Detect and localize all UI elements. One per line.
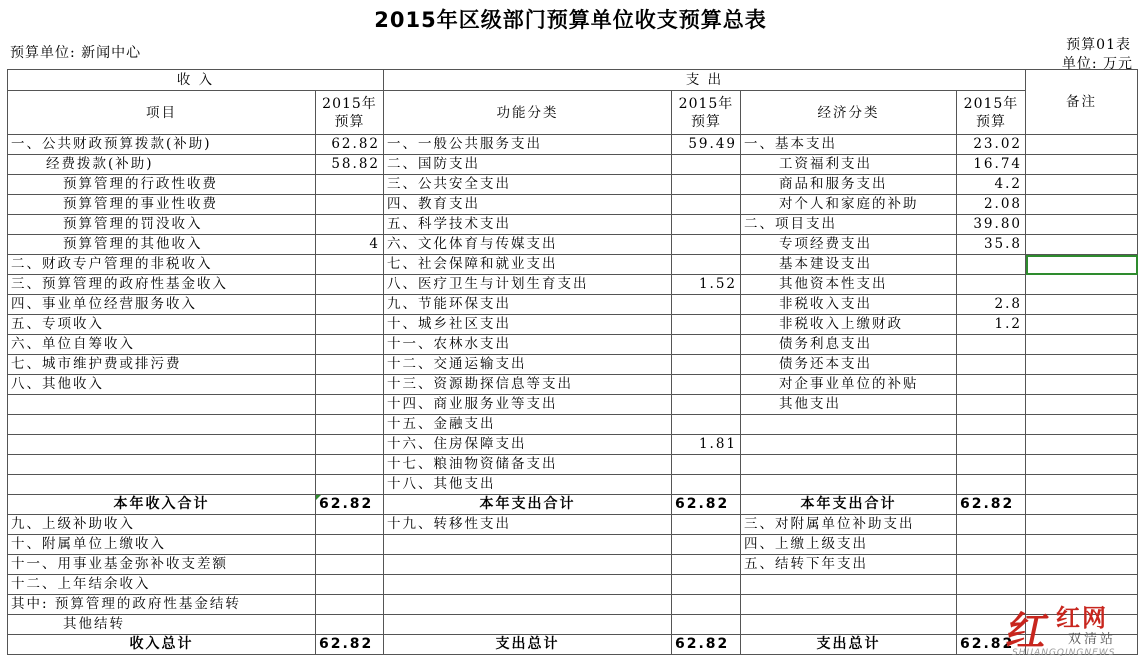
table-row <box>8 455 1138 475</box>
func-item-cell[interactable] <box>384 615 672 635</box>
func-value-cell[interactable] <box>672 415 741 435</box>
func-value-cell[interactable] <box>672 335 741 355</box>
remark-cell[interactable] <box>1026 355 1138 375</box>
func-subtotal-value[interactable]: 62.82 <box>672 495 741 515</box>
table-row <box>8 395 1138 415</box>
income-value-cell[interactable] <box>316 315 384 335</box>
func-value-cell[interactable]: 1.81 <box>672 435 741 455</box>
table-row <box>8 295 1138 315</box>
remark-cell[interactable] <box>1026 215 1138 235</box>
remark-cell[interactable] <box>1026 435 1138 455</box>
econ-value-cell[interactable]: 39.80 <box>957 215 1026 235</box>
func-item-cell[interactable]: 十二、交通运输支出 <box>384 355 672 375</box>
econ-item-cell[interactable] <box>741 615 957 635</box>
income-total-value[interactable]: 62.82 <box>316 635 384 655</box>
func-value-cell[interactable] <box>672 575 741 595</box>
econ-item-cell[interactable]: 对个人和家庭的补助 <box>741 195 957 215</box>
income-value-cell[interactable] <box>316 295 384 315</box>
func-value-cell[interactable] <box>672 375 741 395</box>
income-value-cell[interactable] <box>316 475 384 495</box>
income-item-cell[interactable]: 七、城市维护费或排污费 <box>8 355 316 375</box>
func-value-cell[interactable] <box>672 475 741 495</box>
func-item-cell[interactable]: 十八、其他支出 <box>384 475 672 495</box>
func-class-header[interactable]: 功能分类 <box>384 91 672 135</box>
econ-item-cell[interactable]: 非税收入支出 <box>741 295 957 315</box>
econ-item-cell[interactable]: 其他支出 <box>741 395 957 415</box>
remark-cell[interactable] <box>1026 495 1138 515</box>
econ-value-cell[interactable] <box>957 455 1026 475</box>
table-row <box>8 255 1138 275</box>
func-value-cell[interactable]: 1.52 <box>672 275 741 295</box>
func-item-cell[interactable]: 七、社会保障和就业支出 <box>384 255 672 275</box>
func-item-cell[interactable] <box>384 555 672 575</box>
remark-cell[interactable] <box>1026 415 1138 435</box>
econ-subtotal-value[interactable]: 62.82 <box>957 495 1026 515</box>
remark-cell[interactable] <box>1026 275 1138 295</box>
econ-item-cell[interactable]: 基本建设支出 <box>741 255 957 275</box>
func-budget-header[interactable]: 2015年 预算 <box>672 91 741 135</box>
econ-value-cell[interactable] <box>957 515 1026 535</box>
remark-cell[interactable] <box>1026 375 1138 395</box>
econ-item-cell[interactable]: 其他资本性支出 <box>741 275 957 295</box>
income-item-cell[interactable]: 二、财政专户管理的非税收入 <box>8 255 316 275</box>
income-value-cell[interactable] <box>316 395 384 415</box>
func-item-cell[interactable] <box>384 535 672 555</box>
econ-item-cell[interactable] <box>741 475 957 495</box>
watermark-latin: SHUANGQINGNEWS <box>1012 648 1116 658</box>
table-row <box>8 535 1138 555</box>
func-value-cell[interactable] <box>672 235 741 255</box>
income-value-cell[interactable] <box>316 195 384 215</box>
income-value-cell[interactable] <box>316 255 384 275</box>
econ-item-cell[interactable]: 一、基本支出 <box>741 135 957 155</box>
econ-item-cell[interactable] <box>741 575 957 595</box>
remark-cell[interactable] <box>1026 535 1138 555</box>
remark-cell[interactable] <box>1026 195 1138 215</box>
table-row <box>8 235 1138 255</box>
econ-item-cell[interactable]: 对企事业单位的补贴 <box>741 375 957 395</box>
income-item-cell[interactable]: 经费拨款(补助) <box>8 155 316 175</box>
table-row <box>8 615 1138 635</box>
func-item-cell[interactable]: 二、国防支出 <box>384 155 672 175</box>
func-value-cell[interactable] <box>672 215 741 235</box>
income-subtotal-label[interactable]: 本年收入合计 <box>8 495 316 515</box>
econ-item-cell[interactable]: 三、对附属单位补助支出 <box>741 515 957 535</box>
econ-value-cell[interactable] <box>957 475 1026 495</box>
table-row <box>8 215 1138 235</box>
func-item-cell[interactable]: 十四、商业服务业等支出 <box>384 395 672 415</box>
econ-item-cell[interactable] <box>741 455 957 475</box>
income-item-cell[interactable] <box>8 435 316 455</box>
func-item-cell[interactable]: 十五、金融支出 <box>384 415 672 435</box>
income-item-cell[interactable]: 预算管理的其他收入 <box>8 235 316 255</box>
func-value-cell[interactable] <box>672 395 741 415</box>
econ-value-cell[interactable] <box>957 535 1026 555</box>
func-item-cell[interactable]: 三、公共安全支出 <box>384 175 672 195</box>
item-header[interactable]: 项目 <box>8 91 316 135</box>
income-item-cell[interactable]: 预算管理的行政性收费 <box>8 175 316 195</box>
income-value-cell[interactable] <box>316 355 384 375</box>
econ-value-cell[interactable] <box>957 555 1026 575</box>
income-value-cell[interactable] <box>316 615 384 635</box>
watermark-text: 红网 <box>1056 604 1108 632</box>
remark-cell[interactable] <box>1026 335 1138 355</box>
income-value-cell[interactable] <box>316 415 384 435</box>
func-value-cell[interactable] <box>672 455 741 475</box>
income-value-cell[interactable]: 58.82 <box>316 155 384 175</box>
table-row <box>8 275 1138 295</box>
econ-item-cell[interactable]: 商品和服务支出 <box>741 175 957 195</box>
econ-item-cell[interactable] <box>741 595 957 615</box>
econ-value-cell[interactable] <box>957 435 1026 455</box>
table-row <box>8 335 1138 355</box>
econ-value-cell[interactable]: 2.8 <box>957 295 1026 315</box>
econ-value-cell[interactable] <box>957 375 1026 395</box>
remark-cell[interactable] <box>1026 315 1138 335</box>
func-value-cell[interactable] <box>672 175 741 195</box>
econ-item-cell[interactable]: 债务利息支出 <box>741 335 957 355</box>
selected-cell[interactable] <box>1026 255 1138 275</box>
func-value-cell[interactable] <box>672 155 741 175</box>
func-item-cell[interactable]: 六、文化体育与传媒支出 <box>384 235 672 255</box>
econ-value-cell[interactable] <box>957 415 1026 435</box>
subtotal-row <box>8 495 1138 515</box>
econ-value-cell[interactable] <box>957 395 1026 415</box>
econ-item-cell[interactable]: 工资福利支出 <box>741 155 957 175</box>
income-value-cell[interactable] <box>316 215 384 235</box>
func-item-cell[interactable] <box>384 575 672 595</box>
func-value-cell[interactable] <box>672 535 741 555</box>
func-total-value[interactable]: 62.82 <box>672 635 741 655</box>
income-value-cell[interactable] <box>316 175 384 195</box>
income-value-cell[interactable] <box>316 575 384 595</box>
income-value-cell[interactable] <box>316 375 384 395</box>
income-total-label[interactable]: 收入总计 <box>8 635 316 655</box>
econ-total-value[interactable]: 62.82 <box>957 635 1026 655</box>
table-row <box>8 435 1138 455</box>
remark-cell[interactable] <box>1026 295 1138 315</box>
func-value-cell[interactable] <box>672 515 741 535</box>
func-value-cell[interactable]: 59.49 <box>672 135 741 155</box>
form-number: 预算01表 <box>1066 37 1131 53</box>
income-value-cell[interactable] <box>316 555 384 575</box>
econ-item-cell[interactable]: 专项经费支出 <box>741 235 957 255</box>
remark-header[interactable]: 备注 <box>1026 70 1138 135</box>
econ-item-cell[interactable]: 非税收入上缴财政 <box>741 315 957 335</box>
func-item-cell[interactable]: 四、教育支出 <box>384 195 672 215</box>
income-value-cell[interactable] <box>316 275 384 295</box>
remark-cell[interactable] <box>1026 455 1138 475</box>
remark-cell[interactable] <box>1026 515 1138 535</box>
econ-item-cell[interactable] <box>741 415 957 435</box>
table-row <box>8 175 1138 195</box>
watermark-logo <box>1002 598 1138 664</box>
table-row <box>8 155 1138 175</box>
income-item-cell[interactable]: 其中: 预算管理的政府性基金结转 <box>8 595 316 615</box>
income-budget-header[interactable]: 2015年 预算 <box>316 91 384 135</box>
income-value-cell[interactable] <box>316 455 384 475</box>
income-item-cell[interactable]: 其他结转 <box>8 615 316 635</box>
table-row <box>8 315 1138 335</box>
func-subtotal-label[interactable]: 本年支出合计 <box>384 495 672 515</box>
income-item-cell[interactable]: 四、事业单位经营服务收入 <box>8 295 316 315</box>
income-item-cell[interactable]: 十一、用事业基金弥补收支差额 <box>8 555 316 575</box>
remark-cell[interactable] <box>1026 135 1138 155</box>
money-unit-label: 单位: 万元 <box>1061 56 1133 72</box>
income-value-cell[interactable] <box>316 535 384 555</box>
func-item-cell[interactable]: 十六、住房保障支出 <box>384 435 672 455</box>
remark-cell[interactable] <box>1026 395 1138 415</box>
func-item-cell[interactable] <box>384 595 672 615</box>
econ-value-cell[interactable]: 1.2 <box>957 315 1026 335</box>
income-value-cell[interactable] <box>316 335 384 355</box>
func-item-cell[interactable]: 十一、农林水支出 <box>384 335 672 355</box>
func-item-cell[interactable]: 一、一般公共服务支出 <box>384 135 672 155</box>
remark-cell[interactable] <box>1026 555 1138 575</box>
econ-value-cell[interactable] <box>957 255 1026 275</box>
income-value-cell[interactable]: 62.82 <box>316 135 384 155</box>
report-title: 2015年区级部门预算单位收支预算总表 <box>374 8 767 32</box>
econ-total-label[interactable]: 支出总计 <box>741 635 957 655</box>
table-row <box>8 355 1138 375</box>
func-value-cell[interactable] <box>672 615 741 635</box>
econ-value-cell[interactable] <box>957 335 1026 355</box>
remark-cell[interactable] <box>1026 235 1138 255</box>
income-item-cell[interactable] <box>8 475 316 495</box>
income-item-cell[interactable] <box>8 415 316 435</box>
func-value-cell[interactable] <box>672 295 741 315</box>
econ-value-cell[interactable]: 23.02 <box>957 135 1026 155</box>
table-row <box>8 575 1138 595</box>
income-item-cell[interactable]: 预算管理的事业性收费 <box>8 195 316 215</box>
budget-unit-label: 预算单位: 新闻中心 <box>10 45 142 61</box>
func-value-cell[interactable] <box>672 255 741 275</box>
table-row <box>8 595 1138 615</box>
income-item-cell[interactable]: 五、专项收入 <box>8 315 316 335</box>
watermark-subtext: 双清站 <box>1068 632 1117 647</box>
func-total-label[interactable]: 支出总计 <box>384 635 672 655</box>
income-item-cell[interactable] <box>8 395 316 415</box>
table-row <box>8 195 1138 215</box>
func-value-cell[interactable] <box>672 355 741 375</box>
income-item-cell[interactable] <box>8 455 316 475</box>
income-item-cell[interactable]: 六、单位自筹收入 <box>8 335 316 355</box>
econ-value-cell[interactable] <box>957 355 1026 375</box>
econ-value-cell[interactable] <box>957 575 1026 595</box>
income-item-cell[interactable]: 预算管理的罚没收入 <box>8 215 316 235</box>
econ-item-cell[interactable] <box>741 435 957 455</box>
income-value-cell[interactable] <box>316 435 384 455</box>
table-row <box>8 375 1138 395</box>
func-item-cell[interactable]: 八、医疗卫生与计划生育支出 <box>384 275 672 295</box>
func-value-cell[interactable] <box>672 315 741 335</box>
func-item-cell[interactable]: 五、科学技术支出 <box>384 215 672 235</box>
func-value-cell[interactable] <box>672 555 741 575</box>
income-subtotal-value[interactable]: 62.82 <box>316 495 384 515</box>
func-item-cell[interactable]: 十九、转移性支出 <box>384 515 672 535</box>
econ-value-cell[interactable]: 35.8 <box>957 235 1026 255</box>
func-item-cell[interactable]: 九、节能环保支出 <box>384 295 672 315</box>
expense-section-header[interactable]: 支 出 <box>384 70 1026 91</box>
table-row <box>8 475 1138 495</box>
table-row <box>8 515 1138 535</box>
remark-cell[interactable] <box>1026 155 1138 175</box>
remark-cell[interactable] <box>1026 475 1138 495</box>
econ-item-cell[interactable]: 二、项目支出 <box>741 215 957 235</box>
econ-budget-header[interactable]: 2015年 预算 <box>957 91 1026 135</box>
econ-value-cell[interactable] <box>957 275 1026 295</box>
income-item-cell[interactable]: 九、上级补助收入 <box>8 515 316 535</box>
income-item-cell[interactable]: 一、公共财政预算拨款(补助) <box>8 135 316 155</box>
income-item-cell[interactable]: 十二、上年结余收入 <box>8 575 316 595</box>
econ-class-header[interactable]: 经济分类 <box>741 91 957 135</box>
econ-subtotal-label[interactable]: 本年支出合计 <box>741 495 957 515</box>
income-item-cell[interactable]: 十、附属单位上缴收入 <box>8 535 316 555</box>
func-item-cell[interactable]: 十三、资源勘探信息等支出 <box>384 375 672 395</box>
table-row <box>8 415 1138 435</box>
income-item-cell[interactable]: 三、预算管理的政府性基金收入 <box>8 275 316 295</box>
func-value-cell[interactable] <box>672 195 741 215</box>
income-item-cell[interactable]: 八、其他收入 <box>8 375 316 395</box>
econ-item-cell[interactable]: 债务还本支出 <box>741 355 957 375</box>
func-item-cell[interactable]: 十七、粮油物资储备支出 <box>384 455 672 475</box>
income-value-cell[interactable] <box>316 515 384 535</box>
econ-item-cell[interactable]: 五、结转下年支出 <box>741 555 957 575</box>
remark-cell[interactable] <box>1026 575 1138 595</box>
table-row <box>8 555 1138 575</box>
income-value-cell[interactable] <box>316 595 384 615</box>
remark-cell[interactable] <box>1026 175 1138 195</box>
watermark-mark: 红 <box>1002 608 1053 655</box>
func-item-cell[interactable]: 十、城乡社区支出 <box>384 315 672 335</box>
econ-value-cell[interactable]: 2.08 <box>957 195 1026 215</box>
econ-value-cell[interactable]: 16.74 <box>957 155 1026 175</box>
budget-table <box>7 69 1138 655</box>
table-row <box>8 135 1138 155</box>
func-value-cell[interactable] <box>672 595 741 615</box>
income-value-cell[interactable]: 4 <box>316 235 384 255</box>
econ-item-cell[interactable]: 四、上缴上级支出 <box>741 535 957 555</box>
econ-value-cell[interactable]: 4.2 <box>957 175 1026 195</box>
income-section-header[interactable]: 收 入 <box>8 70 384 91</box>
total-row <box>8 635 1138 655</box>
